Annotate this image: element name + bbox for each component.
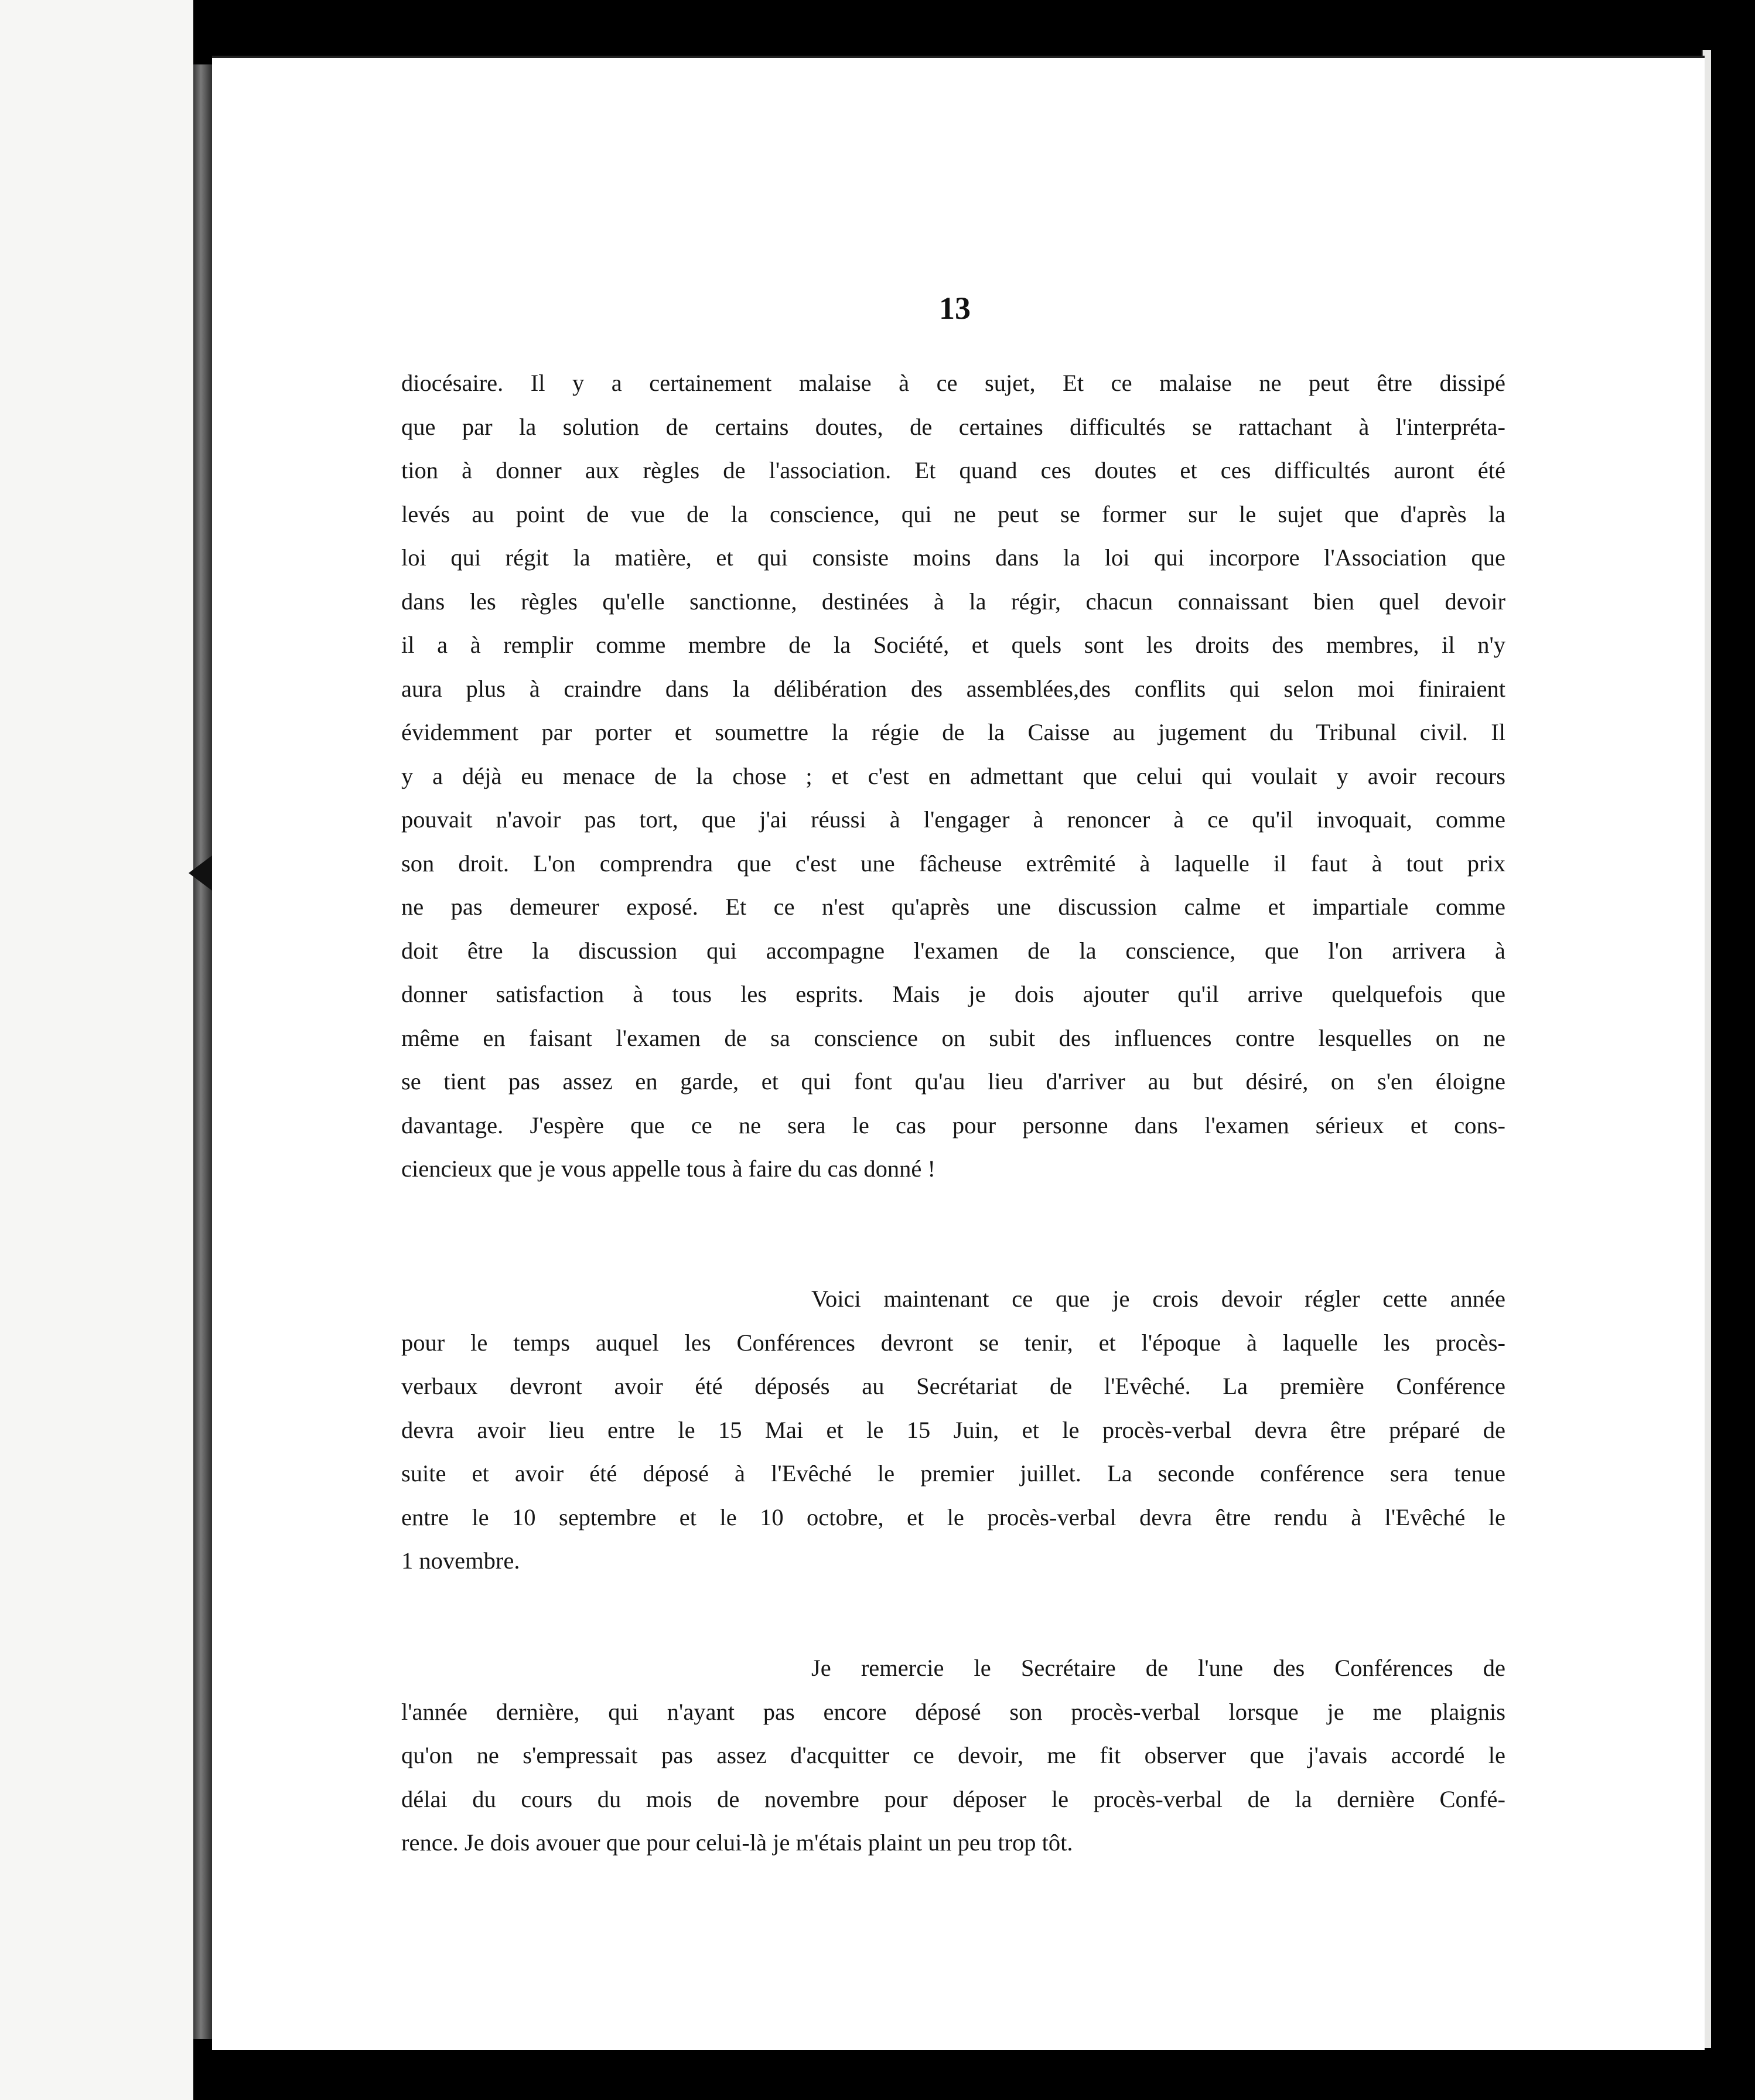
text-line: y a déjà eu menace de la chose ; et c'est en admettant que celui qui voulait y avoir recours <box>401 762 1505 789</box>
text-line: devra avoir lieu entre le 15 Mai et le 15 Juin, et le procès-verbal devra être préparé de <box>401 1416 1505 1443</box>
text-line: même en faisant l'examen de sa conscience on subit des influences contre lesquelles on ne <box>401 1024 1505 1051</box>
text-line: 1 novembre. <box>401 1547 520 1574</box>
text-line: Voici maintenant ce que je crois devoir régler cette année <box>811 1286 1505 1312</box>
paragraph-3 <box>401 1646 1505 1865</box>
text-line: que par la solution de certains doutes, de certaines difficultés se rattachant à l'interpréta- <box>401 413 1505 440</box>
text-line: l'année dernière, qui n'ayant pas encore déposé son procès-verbal lorsque je me plaignis <box>401 1698 1505 1725</box>
text-line: tion à donner aux règles de l'association. Et quand ces doutes et ces difficultés auront été <box>401 457 1505 483</box>
text-line: donner satisfaction à tous les esprits. Mais je dois ajouter qu'il arrive quelquefois que <box>401 981 1505 1007</box>
text-line: verbaux devront avoir été déposés au Secrétariat de l'Evêché. La première Conférence <box>401 1373 1505 1399</box>
text-line: aura plus à craindre dans la délibération des assemblées,des conflits qui selon moi finiraient <box>401 675 1505 702</box>
text-line: qu'on ne s'empressait pas assez d'acquitter ce devoir, me fit observer que j'avais accordé le <box>401 1742 1505 1768</box>
text-line: davantage. J'espère que ce ne sera le cas pour personne dans l'examen sérieux et cons- <box>401 1112 1505 1138</box>
text-line: son droit. L'on comprendra que c'est une fâcheuse extrêmité à laquelle il faut à tout prix <box>401 850 1505 877</box>
text-line: évidemment par porter et soumettre la régie de la Caisse au jugement du Tribunal civil. Il <box>401 719 1505 745</box>
text-line: rence. Je dois avouer que pour celui-là je m'étais plaint un peu trop tôt. <box>401 1829 1073 1856</box>
text-line: se tient pas assez en garde, et qui font qu'au lieu d'arriver au but désiré, on s'en éloigne <box>401 1068 1505 1095</box>
text-line: entre le 10 septembre et le 10 octobre, et le procès-verbal devra être rendu à l'Evêché le <box>401 1504 1505 1530</box>
paragraph-2 <box>401 1277 1505 1583</box>
text-line: levés au point de vue de la conscience, qui ne peut se former sur le sujet que d'après la <box>401 500 1505 527</box>
text-line: suite et avoir été déposé à l'Evêché le premier juillet. La seconde conférence sera tenue <box>401 1460 1505 1487</box>
book-binding <box>193 64 212 2039</box>
binding-notch <box>189 855 212 891</box>
text-line: doit être la discussion qui accompagne l'examen de la conscience, que l'on arrivera à <box>401 937 1505 964</box>
text-line: ciencieux que je vous appelle tous à faire du cas donné ! <box>401 1155 936 1182</box>
text-line: ne pas demeurer exposé. Et ce n'est qu'après une discussion calme et impartiale comme <box>401 894 1505 920</box>
text-line: pour le temps auquel les Conférences devront se tenir, et l'époque à laquelle les procès- <box>401 1329 1505 1356</box>
text-line: il a à remplir comme membre de la Société, et quels sont les droits des membres, il n'y <box>401 632 1505 658</box>
page-number: 13 <box>939 291 971 326</box>
scan-border <box>193 2048 1755 2100</box>
text-line: pouvait n'avoir pas tort, que j'ai réussi à l'engager à renoncer à ce qu'il invoquait, comme <box>401 806 1505 833</box>
text-line: dans les règles qu'elle sanctionne, destinées à la régir, chacun connaissant bien quel devoir <box>401 588 1505 615</box>
text-line: Je remercie le Secrétaire de l'une des Conférences de <box>811 1655 1505 1681</box>
text-line: délai du cours du mois de novembre pour déposer le procès-verbal de la dernière Confé- <box>401 1785 1505 1812</box>
facing-page-margin <box>0 0 193 2100</box>
text-line: diocésaire. Il y a certainement malaise à ce sujet, Et ce malaise ne peut être dissipé <box>401 370 1505 396</box>
paragraph-1 <box>401 362 1505 1191</box>
text-line: loi qui régit la matière, et qui consiste moins dans la loi qui incorpore l'Association que <box>401 544 1505 571</box>
